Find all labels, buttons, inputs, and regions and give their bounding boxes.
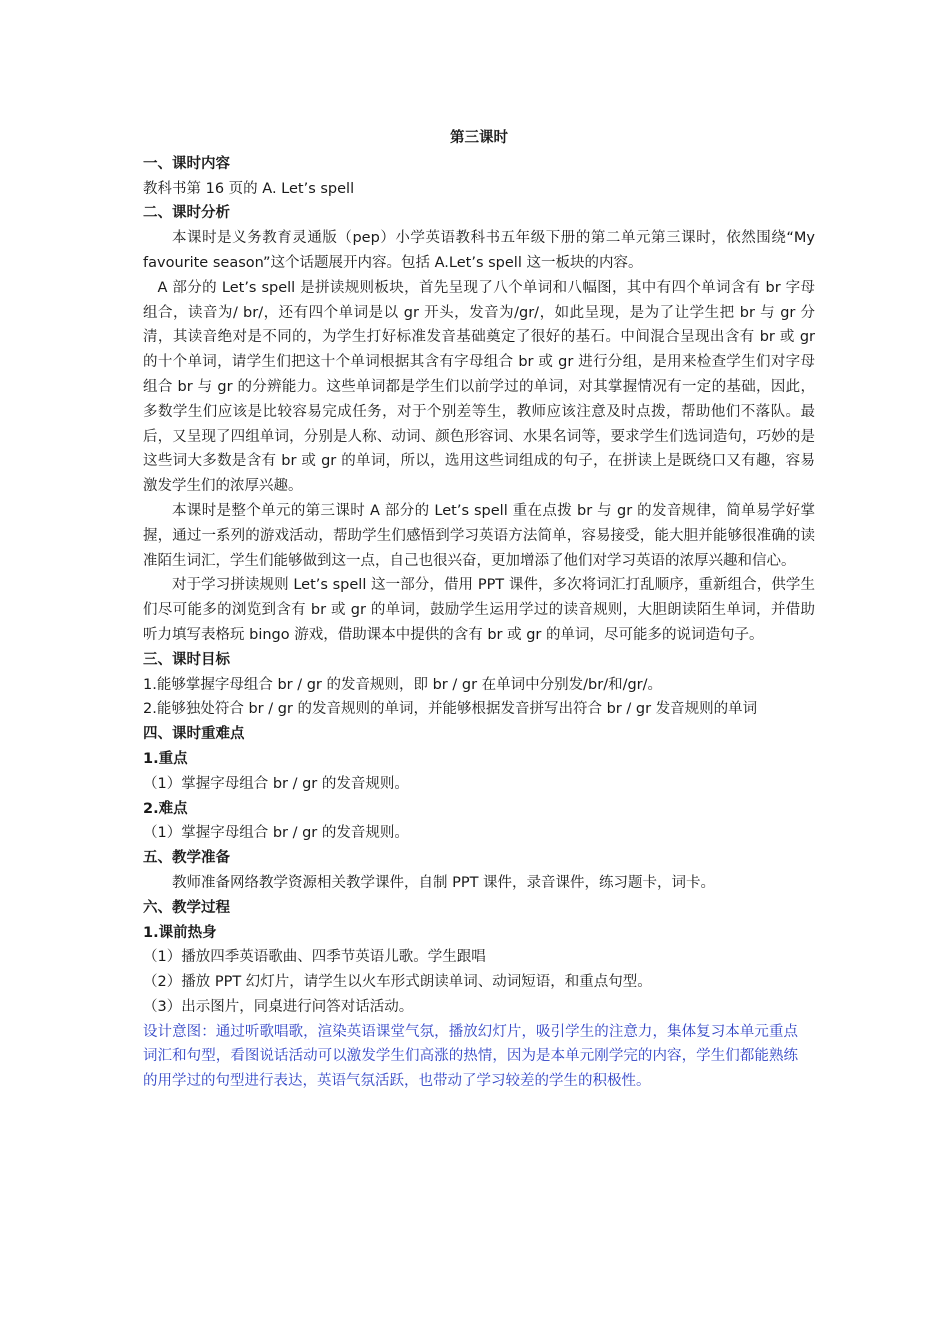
- difficult-point-item: （1）掌握字母组合 br / gr 的发音规则。: [143, 825, 409, 842]
- process-item-1: （1）播放四季英语歌曲、四季节英语儿歌。学生跟唱: [143, 949, 486, 966]
- difficult-point-label: 2.难点: [143, 800, 188, 817]
- section-heading-preparation: 五、教学准备: [143, 850, 230, 867]
- process-step-1-label: 1.课前热身: [143, 924, 217, 941]
- lesson-title: 第三课时: [450, 130, 508, 146]
- section-heading-content: 一、课时内容: [143, 155, 230, 172]
- analysis-paragraph-2: A 部分的 Let’s spell 是拼读规则板块，首先呈现了八个单词和八幅图，其中有四个单词含有 br 字母组合，读音为/ br/，还有四个单词是以 gr 开头，发音为/gr/，如此呈现，是为了让学生把 br 与 gr 分清，其读音绝对是不同的，为学生打好标准发音基础奠定了很好的基石。中间混合呈现出含有 br 或 gr 的十个单词，请学生们把这十个单词根据其含有字母组合 br 或 gr 进行分组，是用来检查学生们对字母组合 br 与 gr 的分辨能力。这些单词都是学生们以前学过的单词，对其掌握情况有一定的基础，因此，多数学生们应该是比较容易完成任务，对于个别差等生，教师应该注意及时点拨，帮助他们不落队。最后，又呈现了四组单词，分别是人称、动词、颜色形容词、水果名词等，要求学生们选词造句，巧妙的是这些词大多数是含有 br 或 gr 的单词，所以，选用这些词组成的句子，在拼读上是既绕口又有趣，容易激发学生们的浓厚兴趣。: [143, 279, 815, 495]
- process-item-2: （2）播放 PPT 幻灯片，请学生以火车形式朗读单词、动词短语，和重点句型。: [143, 974, 652, 991]
- preparation-text: 教师准备网络教学资源相关教学课件，自制 PPT 课件，录音课件，练习题卡，词卡。: [172, 874, 716, 891]
- section-heading-goals: 三、课时目标: [143, 651, 230, 668]
- section-heading-analysis: 二、课时分析: [143, 205, 230, 222]
- design-intent-note: 设计意图：通过听歌唱歌，渲染英语课堂气氛，播放幻灯片，吸引学生的注意力，集体复习本单元重点词汇和句型，看图说话活动可以激发学生们高涨的热情，因为是本单元刚学完的内容，学生们都能熟练的用学过的句型进行表达，英语气氛活跃，也带动了学习较差的学生的积极性。: [143, 1023, 798, 1090]
- analysis-paragraph-4: 对于学习拼读规则 Let’s spell 这一部分，借用 PPT 课件，多次将词汇打乱顺序，重新组合，供学生们尽可能多的浏览到含有 br 或 gr 的单词，鼓励学生运用学过的读音规则，大胆朗读陌生单词，并借助听力填写表格玩 bingo 游戏，借助课本中提供的含有 br 或 gr 的单词，尽可能多的说词造句子。: [143, 577, 815, 643]
- key-point-item: （1）掌握字母组合 br / gr 的发音规则。: [143, 775, 409, 792]
- process-item-3: （3）出示图片，同桌进行问答对话活动。: [143, 998, 414, 1015]
- lesson-content-text: 教科书第 16 页的 A. Let’s spell: [143, 180, 355, 197]
- analysis-paragraph-3: 本课时是整个单元的第三课时 A 部分的 Let’s spell 重在点拨 br 与 gr 的发音规律，简单易学好掌握，通过一系列的游戏活动，帮助学生们感悟到学习英语方法简单，容易接受，能大胆并能够很准确的读准陌生词汇，学生们能够做到这一点，自己也很兴奋，更加增添了他们对学习英语的浓厚兴趣和信心。: [143, 502, 815, 569]
- section-heading-key-points: 四、课时重难点: [143, 726, 245, 743]
- goal-item-1: 1.能够掌握字母组合 br / gr 的发音规则，即 br / gr 在单词中分别发/br/和/gr/。: [143, 676, 663, 693]
- document-page: [143, 126, 815, 1094]
- goal-item-2: 2.能够独处符合 br / gr 的发音规则的单词，并能够根据发音拼写出符合 br / gr 发音规则的单词: [143, 701, 758, 718]
- section-heading-process: 六、教学过程: [143, 899, 230, 916]
- key-point-label: 1.重点: [143, 750, 188, 767]
- analysis-paragraph-1: 本课时是义务教育灵通版（pep）小学英语教科书五年级下册的第二单元第三课时，依然围绕“My favourite season”这个话题展开内容。包括 A.Let’s spell 这一板块的内容。: [143, 230, 815, 271]
